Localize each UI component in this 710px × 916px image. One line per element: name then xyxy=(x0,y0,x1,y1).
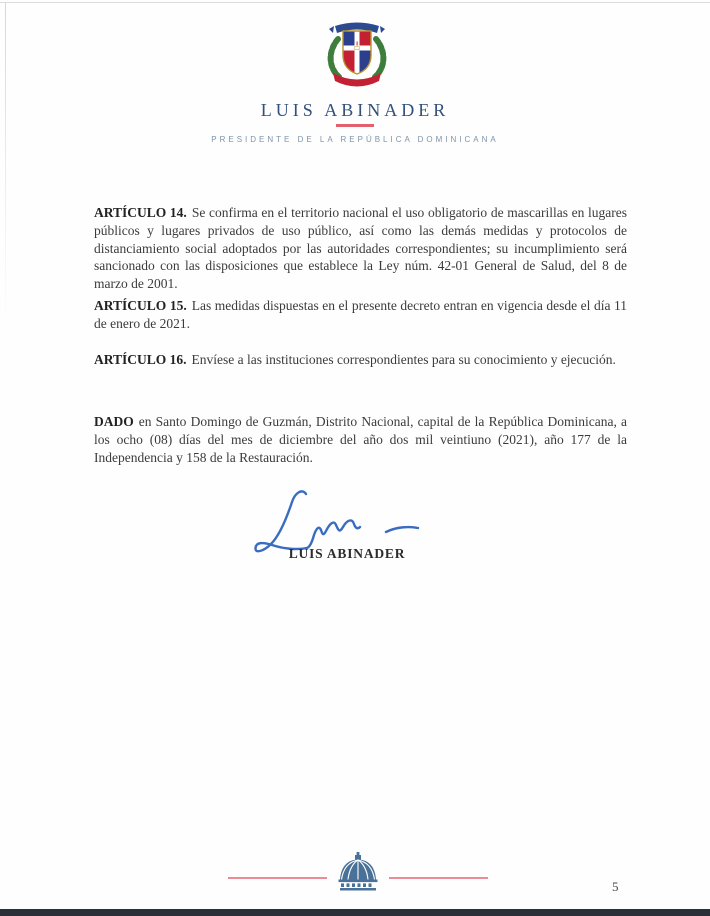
article-15-paragraph xyxy=(94,297,627,333)
president-name-heading: LUIS ABINADER xyxy=(260,100,450,120)
article-14-text: Se confirma en el territorio nacional el uso obligatorio de mascarillas en lugares públicos y lugares privados de uso público, así como las demás medidas y protocolos de distanciamiento social adoptados por las autoridades correspondientes; su incumplimiento será sancionado con las disposiciones que establece la Ley núm. 42-01 General de Salud, del 8 de marzo de 2001. xyxy=(94,205,627,292)
footer-left-red-line xyxy=(228,877,327,879)
article-16-paragraph xyxy=(94,351,627,369)
bottom-edge-bar xyxy=(0,909,710,916)
president-title-subheading: PRESIDENTE DE LA REPÚBLICA DOMINICANA xyxy=(211,135,499,144)
national-palace-dome-icon xyxy=(336,852,380,892)
article-15-label: ARTÍCULO 15. xyxy=(94,298,187,313)
article-14-paragraph xyxy=(94,204,627,293)
dado-text: en Santo Domingo de Guzmán, Distrito Nacional, capital de la República Dominicana, a los ocho (08) días del mes de diciembre del año dos mil veintiuno (2021), año 177 de la Independencia y 158 de la Restauración. xyxy=(94,414,627,465)
article-16-label: ARTÍCULO 16. xyxy=(94,352,187,367)
article-16-text: Envíese a las instituciones correspondientes para su conocimiento y ejecución. xyxy=(191,352,616,367)
footer-right-red-line xyxy=(389,877,488,879)
article-14-label: ARTÍCULO 14. xyxy=(94,205,187,220)
dado-label: DADO xyxy=(94,414,134,429)
article-15-text: Las medidas dispuestas en el presente decreto entran en vigencia desde el día 11 de enero de 2021. xyxy=(94,298,627,331)
signature-printed-name: LUIS ABINADER xyxy=(288,546,406,561)
page-top-edge-line xyxy=(0,2,710,3)
page-number: 5 xyxy=(612,879,619,894)
dominican-coat-of-arms-icon xyxy=(323,17,391,89)
dado-closing-paragraph xyxy=(94,413,627,466)
page-left-edge-line xyxy=(5,3,6,323)
header-red-rule xyxy=(336,124,374,127)
